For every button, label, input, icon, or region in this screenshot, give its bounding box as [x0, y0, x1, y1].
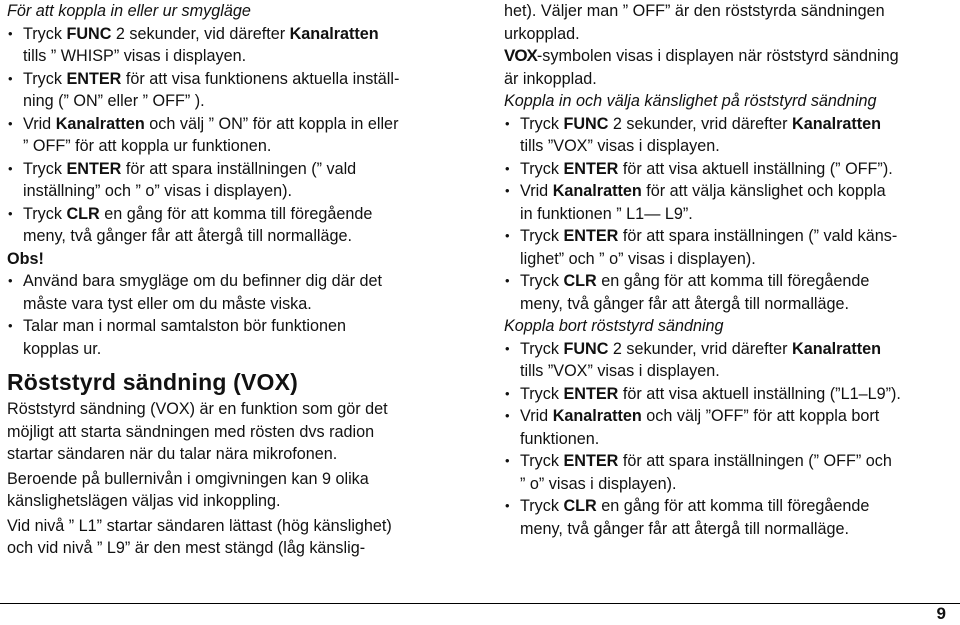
- vox-line: VOX-symbolen visas i displayen när röststyrd sändning: [504, 46, 899, 65]
- list-item: • Tryck FUNC 2 sekunder, vid därefter Kanalratten: [7, 23, 445, 46]
- list-item: • Tryck FUNC 2 sekunder, vrid därefter Kanalratten: [504, 113, 954, 136]
- list-item: • Tryck ENTER för att spara inställningen (” vald käns-: [504, 225, 954, 248]
- list-item-cont: funktionen.: [520, 429, 600, 448]
- list-item: • Tryck ENTER för att spara inställningen (” OFF” och: [504, 450, 954, 473]
- list-item-cont: meny, två gånger får att återgå till normalläge.: [520, 519, 850, 538]
- list-item-cont: kopplas ur.: [23, 339, 102, 358]
- list-item-cont: ning (” ON” eller ” OFF” ).: [23, 92, 205, 110]
- right-column: [504, 0, 954, 540]
- section-title: Röststyrd sändning (VOX): [7, 369, 299, 395]
- paragraph-line: är inkopplad.: [504, 69, 597, 88]
- vox-symbol: VOX: [504, 46, 537, 65]
- list-item: • Tryck ENTER för att spara inställningen (” vald: [7, 158, 445, 181]
- list-item: • Vrid Kanalratten för att välja känslighet och koppla: [504, 180, 954, 203]
- list-item: • Tryck ENTER för att visa funktionens aktuella inställ-: [7, 68, 445, 91]
- vox-disable-subheading: Koppla bort röststyrd sändning: [504, 317, 724, 335]
- list-item-cont: ” OFF” för att koppla ur funktionen.: [23, 137, 272, 155]
- list-item-cont: tills ”VOX” visas i displayen.: [520, 137, 720, 155]
- list-item-cont: inställning” och ” o” visas i displayen).: [23, 182, 293, 200]
- paragraph-line: urkopplad.: [504, 24, 580, 43]
- footer-rule: [0, 603, 960, 604]
- paragraph-line: Beroende på bullernivån i omgivningen kan 9 olika: [7, 469, 369, 488]
- list-item: • Tryck CLR en gång för att komma till föregående: [504, 270, 954, 293]
- list-item: • Tryck ENTER för att visa aktuell inställning (” OFF”).: [504, 158, 954, 181]
- list-item: • Vrid Kanalratten och välj ”OFF” för att koppla bort: [504, 405, 954, 428]
- list-item-cont: meny, två gånger får att återgå till normalläge.: [23, 227, 353, 245]
- paragraph-line: Vid nivå ” L1” startar sändaren lättast (hög känslighet): [7, 516, 392, 535]
- list-item: • Tryck CLR en gång för att komma till föregående: [504, 495, 954, 518]
- vox-enable-subheading: Koppla in och välja känslighet på röststyrd sändning: [504, 92, 877, 110]
- list-item: • Talar man i normal samtalston bör funktionen: [7, 315, 445, 338]
- list-item: • Tryck ENTER för att visa aktuell inställning (”L1–L9”).: [504, 383, 954, 406]
- list-item-cont: lighet” och ” o” visas i displayen).: [520, 249, 756, 268]
- paragraph-line: möjligt att starta sändningen med rösten dvs radion: [7, 422, 375, 441]
- smygläge-subheading: För att koppla in eller ur smygläge: [7, 2, 251, 20]
- list-item-cont: tills ” WHISP” visas i displayen.: [23, 47, 247, 65]
- list-item-cont: ” o” visas i displayen).: [520, 474, 677, 493]
- paragraph-line: känslighetslägen väljas vid inkoppling.: [7, 492, 281, 510]
- list-item-cont: in funktionen ” L1— L9”.: [520, 204, 693, 223]
- paragraph-line: het). Väljer man ” OFF” är den röststyrda sändningen: [504, 2, 885, 20]
- page-number: 9: [936, 604, 946, 623]
- list-item-cont: meny, två gånger får att återgå till normalläge.: [520, 294, 850, 313]
- paragraph-line: startar sändaren när du talar nära mikrofonen.: [7, 445, 338, 463]
- list-item-cont: tills ”VOX” visas i displayen.: [520, 362, 720, 380]
- obs-label: Obs!: [7, 249, 44, 268]
- paragraph-line: Röststyrd sändning (VOX) är en funktion som gör det: [7, 400, 388, 418]
- left-column: [7, 0, 445, 560]
- list-item: • Använd bara smygläge om du befinner dig där det: [7, 270, 445, 293]
- list-item: • Vrid Kanalratten och välj ” ON” för att koppla in eller: [7, 113, 445, 136]
- list-item: • Tryck CLR en gång för att komma till föregående: [7, 203, 445, 226]
- list-item: • Tryck FUNC 2 sekunder, vrid därefter Kanalratten: [504, 338, 954, 361]
- paragraph-line: och vid nivå ” L9” är den mest stängd (låg känslig-: [7, 539, 366, 557]
- list-item-cont: måste vara tyst eller om du måste viska.: [23, 294, 312, 313]
